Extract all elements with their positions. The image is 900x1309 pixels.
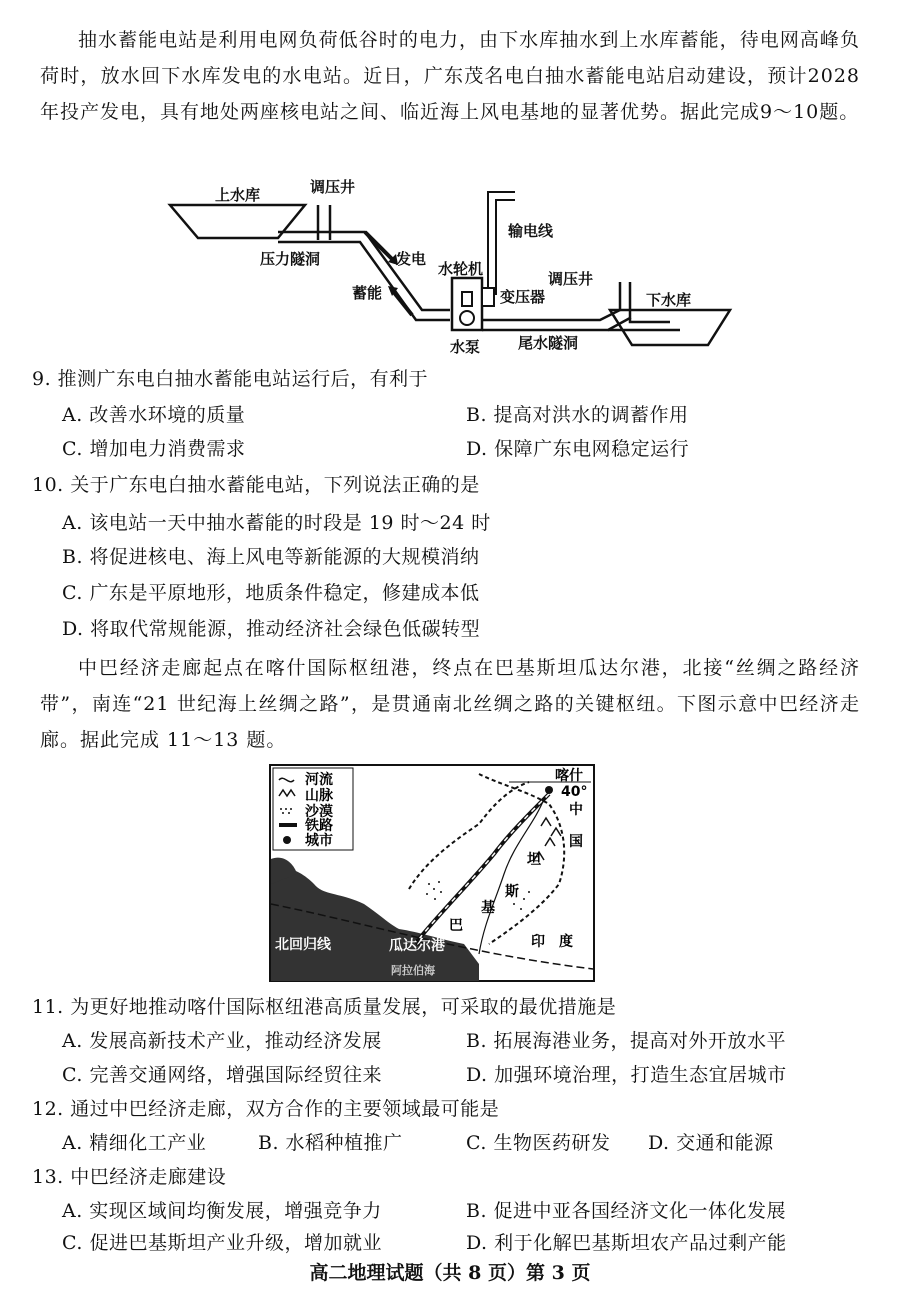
- label-pump: 水泵: [450, 338, 481, 356]
- label-surge-shaft-1: 调压井: [310, 178, 356, 196]
- label-kashgar: 喀什: [555, 768, 583, 784]
- label-gwadar: 瓜达尔港: [389, 938, 445, 954]
- question-9-stem: 9. 推测广东电白抽水蓄能电站运行后，有利于: [32, 368, 429, 390]
- intro-paragraph-2: 中巴经济走廊起点在喀什国际枢纽港，终点在巴基斯坦瓜达尔港，北接“丝绸之路经济带”，南连“21 世纪海上丝绸之路”，是贯通南北丝绸之路的关键枢纽。下图示意中巴经济走廊。据此完成 11～13 题。: [40, 657, 860, 751]
- question-12-option-b: B. 水稻种植推广: [258, 1132, 403, 1154]
- intro-paragraph-1: 抽水蓄能电站是利用电网负荷低谷时的电力，由下水库抽水到上水库蓄能，待电网高峰负荷时，放水回下水库发电的水电站。近日，广东茂名电白抽水蓄能电站启动建设，预计2028年投产发电，具有地处两座核电站之间、临近海上风电基地的显著优势。据此完成9～10题。: [40, 29, 860, 123]
- question-13-option-b: B. 促进中亚各国经济文化一体化发展: [466, 1200, 787, 1222]
- legend-mountain: 山脉: [305, 788, 333, 804]
- lower-reservoir-shape: [610, 310, 730, 345]
- question-13-option-d: D. 利于化解巴基斯坦农产品过剩产能: [466, 1232, 787, 1254]
- question-9-option-d: D. 保障广东电网稳定运行: [466, 438, 690, 460]
- legend-river: 河流: [305, 772, 333, 788]
- label-generate: 发电: [396, 250, 427, 268]
- label-surge-shaft-2: 调压井: [548, 270, 594, 288]
- label-china-2: 国: [569, 834, 583, 850]
- label-arabian-sea: 阿拉伯海: [391, 964, 435, 977]
- label-transformer: 变压器: [500, 288, 546, 306]
- question-10-option-d: D. 将取代常规能源，推动经济社会绿色低碳转型: [62, 618, 481, 640]
- legend-city: 城市: [305, 833, 333, 849]
- label-transmission-line: 输电线: [508, 222, 554, 240]
- question-13-stem: 13. 中巴经济走廊建设: [32, 1166, 227, 1188]
- label-pressure-tunnel: 压力隧洞: [260, 250, 321, 268]
- question-11-option-b: B. 拓展海港业务，提高对外开放水平: [466, 1030, 787, 1052]
- label-tropic-of-cancer: 北回归线: [275, 937, 331, 953]
- question-10-stem: 10. 关于广东电白抽水蓄能电站，下列说法正确的是: [32, 474, 480, 496]
- label-turbine: 水轮机: [438, 260, 484, 278]
- question-9-option-a: A. 改善水环境的质量: [62, 404, 246, 426]
- label-tailwater-tunnel: 尾水隧洞: [518, 334, 579, 352]
- question-12-option-a: A. 精细化工产业: [62, 1132, 207, 1154]
- question-11-option-d: D. 加强环境治理，打造生态宜居城市: [466, 1064, 787, 1086]
- question-11-option-c: C. 完善交通网络，增强国际经贸往来: [62, 1064, 382, 1086]
- label-pakistan-4: 坦: [527, 852, 541, 868]
- label-china-1: 中: [569, 802, 583, 818]
- question-10-option-c: C. 广东是平原地形，地质条件稳定，修建成本低: [62, 582, 480, 604]
- question-12-option-d: D. 交通和能源: [648, 1132, 774, 1154]
- legend-desert: 沙漠: [305, 804, 333, 820]
- question-11-stem: 11. 为更好地推动喀什国际枢纽港高质量发展，可采取的最优措施是: [32, 996, 617, 1018]
- question-13-option-c: C. 促进巴基斯坦产业升级，增加就业: [62, 1232, 382, 1254]
- question-10-option-a: A. 该电站一天中抽水蓄能的时段是 19 时～24 时: [62, 512, 491, 534]
- label-pakistan-2: 基: [481, 900, 495, 916]
- label-upper-reservoir: 上水库: [215, 186, 261, 204]
- label-pakistan-1: 巴: [449, 918, 463, 934]
- pumped-storage-diagram: [160, 170, 740, 360]
- question-13-option-a: A. 实现区域间均衡发展，增强竞争力: [62, 1200, 382, 1222]
- label-india: 印 度: [531, 934, 573, 950]
- label-store: 蓄能: [352, 284, 383, 302]
- cpec-map: [269, 764, 595, 982]
- question-11-option-a: A. 发展高新技术产业，推动经济发展: [62, 1030, 382, 1052]
- question-9-option-c: C. 增加电力消费需求: [62, 438, 246, 460]
- question-12-option-c: C. 生物医药研发: [466, 1132, 611, 1154]
- question-12-stem: 12. 通过中巴经济走廊，双方合作的主要领域最可能是: [32, 1098, 500, 1120]
- legend-railway: 铁路: [305, 818, 333, 834]
- page-footer: 高二地理试题（共 8 页）第 3 页: [309, 1262, 591, 1284]
- question-10-option-b: B. 将促进核电、海上风电等新能源的大规模消纳: [62, 546, 480, 568]
- question-9-option-b: B. 提高对洪水的调蓄作用: [466, 404, 689, 426]
- label-lower-reservoir: 下水库: [646, 291, 692, 309]
- label-40-degrees: 40°: [561, 784, 588, 800]
- label-pakistan-3: 斯: [505, 884, 519, 900]
